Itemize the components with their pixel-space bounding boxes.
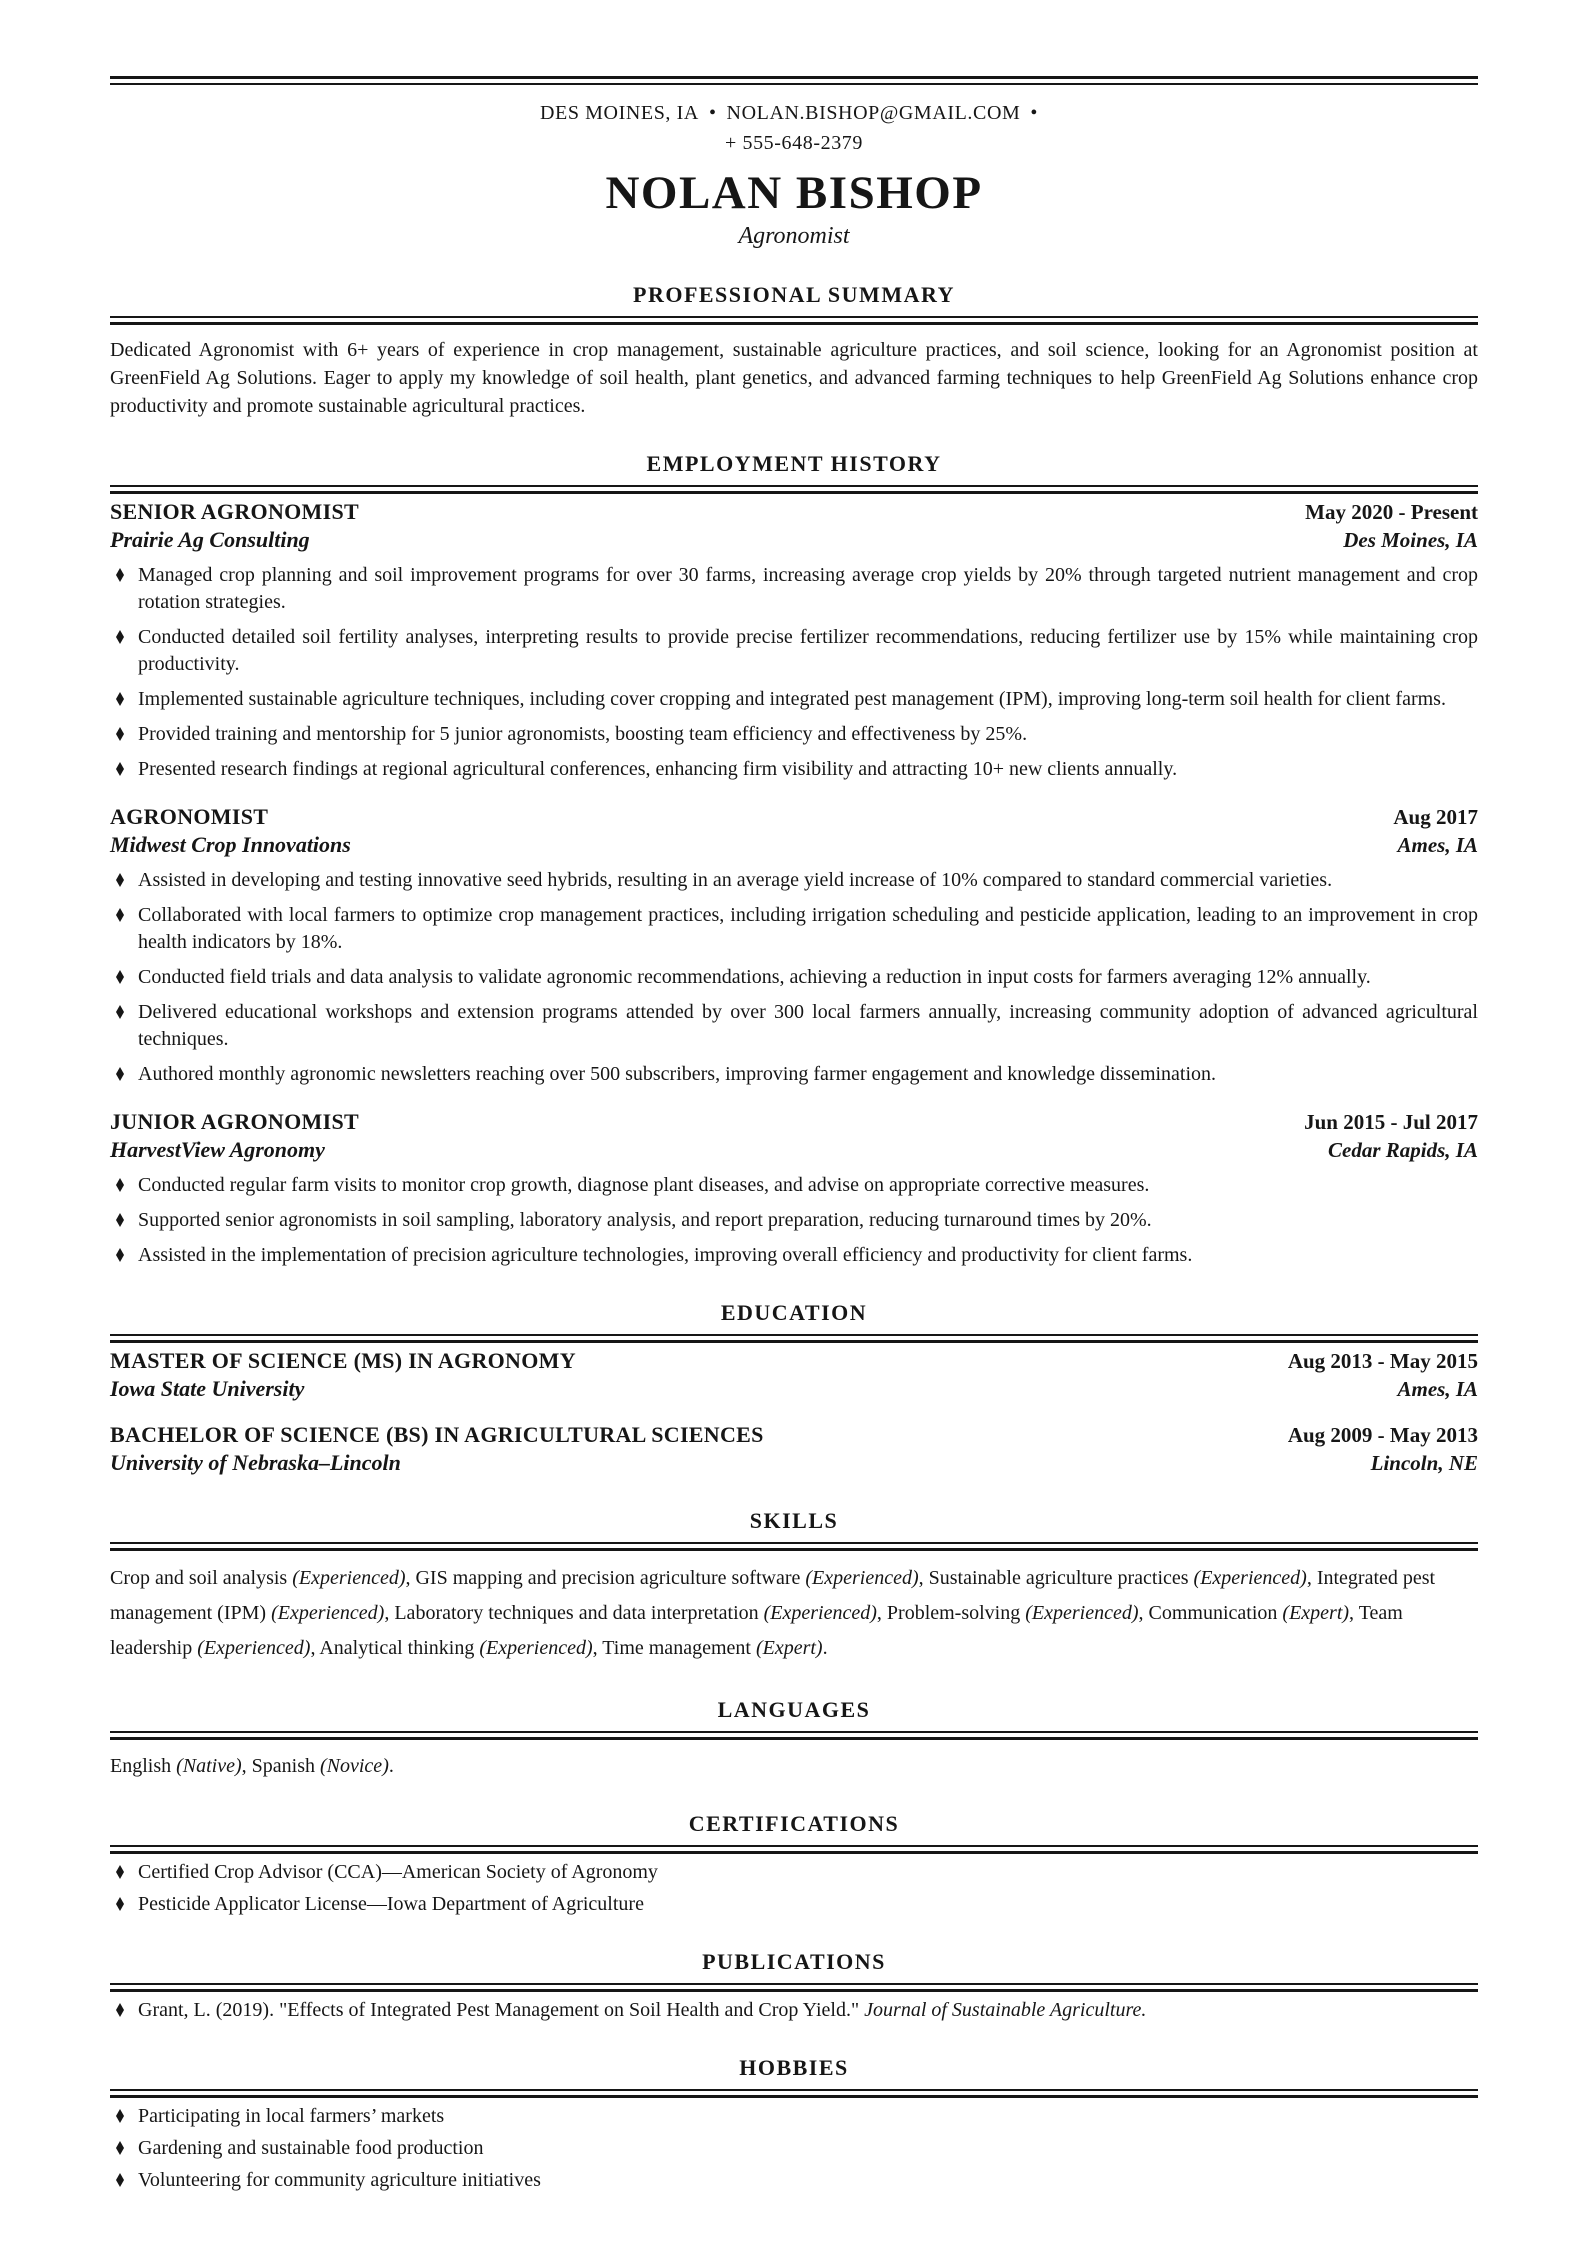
degree-title: BACHELOR OF SCIENCE (BS) IN AGRICULTURAL SCIENCES bbox=[110, 1422, 764, 1447]
list-item-name: Integrated pest management (IPM) bbox=[110, 1567, 1436, 1624]
section-heading-summary: PROFESSIONAL SUMMARY bbox=[633, 282, 955, 307]
diamond-bullet-icon bbox=[116, 692, 124, 706]
bullet-item bbox=[110, 999, 1478, 1053]
diamond-bullet-icon bbox=[116, 568, 124, 582]
section-heading-hobbies: HOBBIES bbox=[739, 2055, 849, 2080]
job-company: Midwest Crop Innovations bbox=[110, 832, 351, 857]
bullet-item bbox=[110, 1207, 1478, 1234]
job-bullets bbox=[110, 562, 1478, 783]
bullet-text: Conducted field trials and data analysis to validate agronomic recommendations, achieving a reduction in input costs for farmers averaging 12% annually. bbox=[138, 966, 1371, 988]
bullet-item bbox=[110, 1859, 1478, 1886]
section-divider bbox=[110, 1731, 1478, 1740]
bullet-text: Assisted in developing and testing innovative seed hybrids, resulting in an average yield increase of 10% compared to standard commercial varieties. bbox=[138, 869, 1333, 891]
degree-title-row bbox=[110, 1421, 1478, 1449]
bullet-text: Pesticide Applicator License—Iowa Department of Agriculture bbox=[138, 1893, 644, 1915]
job-title-row bbox=[110, 803, 1478, 831]
bullet-text: Presented research findings at regional agricultural conferences, enhancing firm visibility and attracting 10+ new clients annually. bbox=[138, 758, 1178, 780]
job-dates: Aug 2017 bbox=[1393, 805, 1478, 829]
section-heading-publications: PUBLICATIONS bbox=[702, 1949, 886, 1974]
bullet-text: Conducted detailed soil fertility analyses, interpreting results to provide precise fertilizer recommendations, reducing fertilizer use by 15% while maintaining crop productivity. bbox=[138, 626, 1478, 675]
section-divider bbox=[110, 1542, 1478, 1551]
education-location: Ames, IA bbox=[1397, 1377, 1478, 1401]
bullet-text: Gardening and sustainable food production bbox=[138, 2137, 484, 2159]
job-title: AGRONOMIST bbox=[110, 804, 269, 829]
diamond-bullet-icon bbox=[116, 970, 124, 984]
job-bullets bbox=[110, 867, 1478, 1088]
education-dates: Aug 2013 - May 2015 bbox=[1287, 1349, 1478, 1373]
education-location: Lincoln, NE bbox=[1370, 1451, 1478, 1475]
section-certifications bbox=[110, 1810, 1478, 1918]
education-list bbox=[110, 1347, 1478, 1477]
list-item-name: Team leadership bbox=[110, 1602, 1403, 1659]
diamond-bullet-icon bbox=[116, 908, 124, 922]
diamond-bullet-icon bbox=[116, 2141, 124, 2155]
diamond-bullet-icon bbox=[116, 2173, 124, 2187]
job-bullets bbox=[110, 1172, 1478, 1269]
list-item-name: Spanish bbox=[251, 1755, 315, 1777]
job-location: Cedar Rapids, IA bbox=[1328, 1138, 1478, 1162]
section-employment-history bbox=[110, 450, 1478, 1269]
list-item-name: Time management bbox=[602, 1637, 751, 1659]
section-heading-skills: SKILLS bbox=[749, 1508, 839, 1533]
bullet-text: Conducted regular farm visits to monitor crop growth, diagnose plant diseases, and advise on appropriate corrective measures. bbox=[138, 1174, 1150, 1196]
list-item-level: (Experienced) bbox=[1193, 1567, 1307, 1589]
diamond-bullet-icon bbox=[116, 630, 124, 644]
hobbies-list bbox=[110, 2103, 1478, 2194]
bullet-item bbox=[110, 624, 1478, 678]
diamond-bullet-icon bbox=[116, 1005, 124, 1019]
list-item-level: (Experienced) bbox=[479, 1637, 593, 1659]
diamond-bullet-icon bbox=[116, 1067, 124, 1081]
section-divider bbox=[110, 1983, 1478, 1992]
dot-separator-icon: • bbox=[1030, 102, 1039, 124]
job-dates: Jun 2015 - Jul 2017 bbox=[1304, 1110, 1478, 1134]
section-publications bbox=[110, 1948, 1478, 2024]
contact-phone: + 555-648-2379 bbox=[725, 132, 863, 154]
section-heading-certifications: CERTIFICATIONS bbox=[688, 1811, 900, 1836]
section-hobbies bbox=[110, 2054, 1478, 2194]
bullet-text: Volunteering for community agriculture initiatives bbox=[138, 2169, 541, 2191]
list-item-level: (Novice) bbox=[320, 1755, 389, 1777]
contact-line bbox=[110, 98, 1478, 128]
diamond-bullet-icon bbox=[116, 1897, 124, 1911]
education-entry bbox=[110, 1421, 1478, 1477]
list-item-level: (Experienced) bbox=[271, 1602, 385, 1624]
summary-text: Dedicated Agronomist with 6+ years of experience in crop management, sustainable agriculture practices, and soil science, looking for an Agronomist position at GreenField Ag Solutions. Eager to apply my knowledge of soil health, plant genetics, and advanced farming techniques to help GreenField Ag Solutions enhance crop productivity and promote sustainable agricultural practices. bbox=[110, 339, 1478, 417]
job-company: Prairie Ag Consulting bbox=[110, 527, 310, 552]
bullet-item bbox=[110, 2103, 1478, 2130]
list-item-level: (Expert) bbox=[1282, 1602, 1350, 1624]
bullet-item bbox=[110, 902, 1478, 956]
list-item-level: (Experienced) bbox=[292, 1567, 406, 1589]
section-languages bbox=[110, 1696, 1478, 1780]
bullet-text: Grant, L. (2019). "Effects of Integrated Pest Management on Soil Health and Crop Yield." Journal of Sustainable Agriculture. bbox=[138, 1999, 1147, 2021]
bullet-item bbox=[110, 2135, 1478, 2162]
bullet-item bbox=[110, 1242, 1478, 1269]
bullet-text: Supported senior agronomists in soil sampling, laboratory analysis, and report preparation, reducing turnaround times by 20%. bbox=[138, 1209, 1152, 1231]
certifications-list bbox=[110, 1859, 1478, 1918]
section-heading-languages: LANGUAGES bbox=[717, 1697, 871, 1722]
bullet-text: Implemented sustainable agriculture techniques, including cover cropping and integrated pest management (IPM), improving long-term soil health for client farms. bbox=[138, 688, 1446, 710]
bullet-item bbox=[110, 2167, 1478, 2194]
dot-separator-icon: • bbox=[708, 102, 717, 124]
job-title-row bbox=[110, 1108, 1478, 1136]
job-location: Ames, IA bbox=[1397, 833, 1478, 857]
list-item-level: (Native) bbox=[176, 1755, 242, 1777]
bullet-text: Participating in local farmers’ markets bbox=[138, 2105, 445, 2127]
diamond-bullet-icon bbox=[116, 1248, 124, 1262]
job-company-row bbox=[110, 1136, 1478, 1164]
bullet-item bbox=[110, 721, 1478, 748]
list-item-name: Sustainable agriculture practices bbox=[928, 1567, 1189, 1589]
skills-text: Crop and soil analysis (Experienced), GIS mapping and precision agriculture software (Experienced), Sustainable agriculture practices (Experienced), Integrated pest management (IPM) (Experienced), Laboratory techniques and data interpretation (Experienced), Problem-solving (Experienced), Communication (Expert), Team leadership (Experienced), Analytical thinking (Experienced), Time management (Expert). bbox=[110, 1567, 1436, 1659]
bullet-text: Authored monthly agronomic newsletters reaching over 500 subscribers, improving farmer engagement and knowledge dissemination. bbox=[138, 1063, 1217, 1085]
degree-title-row bbox=[110, 1347, 1478, 1375]
bullet-item bbox=[110, 562, 1478, 616]
section-education bbox=[110, 1299, 1478, 1477]
section-divider bbox=[110, 1845, 1478, 1854]
list-item-name: GIS mapping and precision agriculture software bbox=[415, 1567, 801, 1589]
list-item-name: Analytical thinking bbox=[319, 1637, 475, 1659]
contact-location: DES MOINES, IA bbox=[539, 102, 699, 124]
publications-list bbox=[110, 1997, 1478, 2024]
diamond-bullet-icon bbox=[116, 1865, 124, 1879]
job-entry bbox=[110, 1108, 1478, 1269]
list-item-level: (Experienced) bbox=[1025, 1602, 1139, 1624]
section-divider bbox=[110, 1334, 1478, 1343]
section-heading-employment: EMPLOYMENT HISTORY bbox=[646, 451, 942, 476]
bullet-text: Certified Crop Advisor (CCA)—American Society of Agronomy bbox=[138, 1861, 658, 1883]
education-entry bbox=[110, 1347, 1478, 1403]
bullet-text: Collaborated with local farmers to optimize crop management practices, including irrigation scheduling and pesticide application, leading to an improvement in crop health indicators by 18%. bbox=[138, 904, 1478, 953]
list-item-level: (Experienced) bbox=[805, 1567, 919, 1589]
job-title: SENIOR AGRONOMIST bbox=[110, 499, 359, 524]
bullet-text: Delivered educational workshops and extension programs attended by over 300 local farmers annually, increasing community adoption of advanced agricultural techniques. bbox=[138, 1001, 1478, 1050]
bullet-text: Provided training and mentorship for 5 junior agronomists, boosting team efficiency and effectiveness by 25%. bbox=[138, 723, 1028, 745]
candidate-role: Agronomist bbox=[738, 223, 850, 249]
bullet-item bbox=[110, 867, 1478, 894]
bullet-item bbox=[110, 1891, 1478, 1918]
section-skills bbox=[110, 1507, 1478, 1666]
languages-text: English (Native), Spanish (Novice). bbox=[110, 1755, 394, 1777]
bullet-item bbox=[110, 1061, 1478, 1088]
list-item-name: Problem-solving bbox=[886, 1602, 1021, 1624]
school-name: University of Nebraska–Lincoln bbox=[110, 1450, 401, 1475]
job-location: Des Moines, IA bbox=[1343, 528, 1478, 552]
job-company: HarvestView Agronomy bbox=[110, 1137, 325, 1162]
school-name: Iowa State University bbox=[110, 1376, 305, 1401]
education-dates: Aug 2009 - May 2013 bbox=[1287, 1423, 1478, 1447]
school-row bbox=[110, 1449, 1478, 1477]
list-item-name: Crop and soil analysis bbox=[110, 1567, 288, 1589]
diamond-bullet-icon bbox=[116, 1213, 124, 1227]
top-divider bbox=[110, 76, 1478, 85]
section-divider bbox=[110, 485, 1478, 494]
diamond-bullet-icon bbox=[116, 2109, 124, 2123]
list-item-name: Communication bbox=[1148, 1602, 1278, 1624]
job-company-row bbox=[110, 526, 1478, 554]
diamond-bullet-icon bbox=[116, 873, 124, 887]
job-entry bbox=[110, 498, 1478, 783]
section-heading-education: EDUCATION bbox=[720, 1300, 868, 1325]
job-dates: May 2020 - Present bbox=[1305, 500, 1478, 524]
school-row bbox=[110, 1375, 1478, 1403]
bullet-text: Assisted in the implementation of precision agriculture technologies, improving overall efficiency and productivity for client farms. bbox=[138, 1244, 1193, 1266]
section-divider bbox=[110, 316, 1478, 325]
bullet-item bbox=[110, 1997, 1478, 2024]
list-item-level: (Expert) bbox=[755, 1637, 823, 1659]
diamond-bullet-icon bbox=[116, 1178, 124, 1192]
list-item-name: English bbox=[110, 1755, 172, 1777]
job-company-row bbox=[110, 831, 1478, 859]
section-professional-summary bbox=[110, 281, 1478, 420]
bullet-item bbox=[110, 756, 1478, 783]
list-item-name: Laboratory techniques and data interpretation bbox=[394, 1602, 759, 1624]
contact-email: NOLAN.BISHOP@GMAIL.COM bbox=[726, 102, 1021, 124]
degree-title: MASTER OF SCIENCE (MS) IN AGRONOMY bbox=[110, 1348, 576, 1373]
job-title: JUNIOR AGRONOMIST bbox=[110, 1109, 359, 1134]
bullet-item bbox=[110, 686, 1478, 713]
job-entry bbox=[110, 803, 1478, 1088]
diamond-bullet-icon bbox=[116, 727, 124, 741]
resume-header bbox=[110, 98, 1478, 251]
bullet-italic-text: Journal of Sustainable Agriculture. bbox=[864, 1999, 1147, 2021]
bullet-text: Managed crop planning and soil improvement programs for over 30 farms, increasing average crop yields by 20% through targeted nutrient management and crop rotation strategies. bbox=[138, 564, 1478, 613]
list-item-level: (Experienced) bbox=[763, 1602, 877, 1624]
section-divider bbox=[110, 2089, 1478, 2098]
bullet-item bbox=[110, 1172, 1478, 1199]
candidate-name: NOLAN BISHOP bbox=[605, 167, 983, 219]
diamond-bullet-icon bbox=[116, 2003, 124, 2017]
job-title-row bbox=[110, 498, 1478, 526]
list-item-level: (Experienced) bbox=[197, 1637, 311, 1659]
diamond-bullet-icon bbox=[116, 762, 124, 776]
job-list bbox=[110, 498, 1478, 1269]
bullet-item bbox=[110, 964, 1478, 991]
